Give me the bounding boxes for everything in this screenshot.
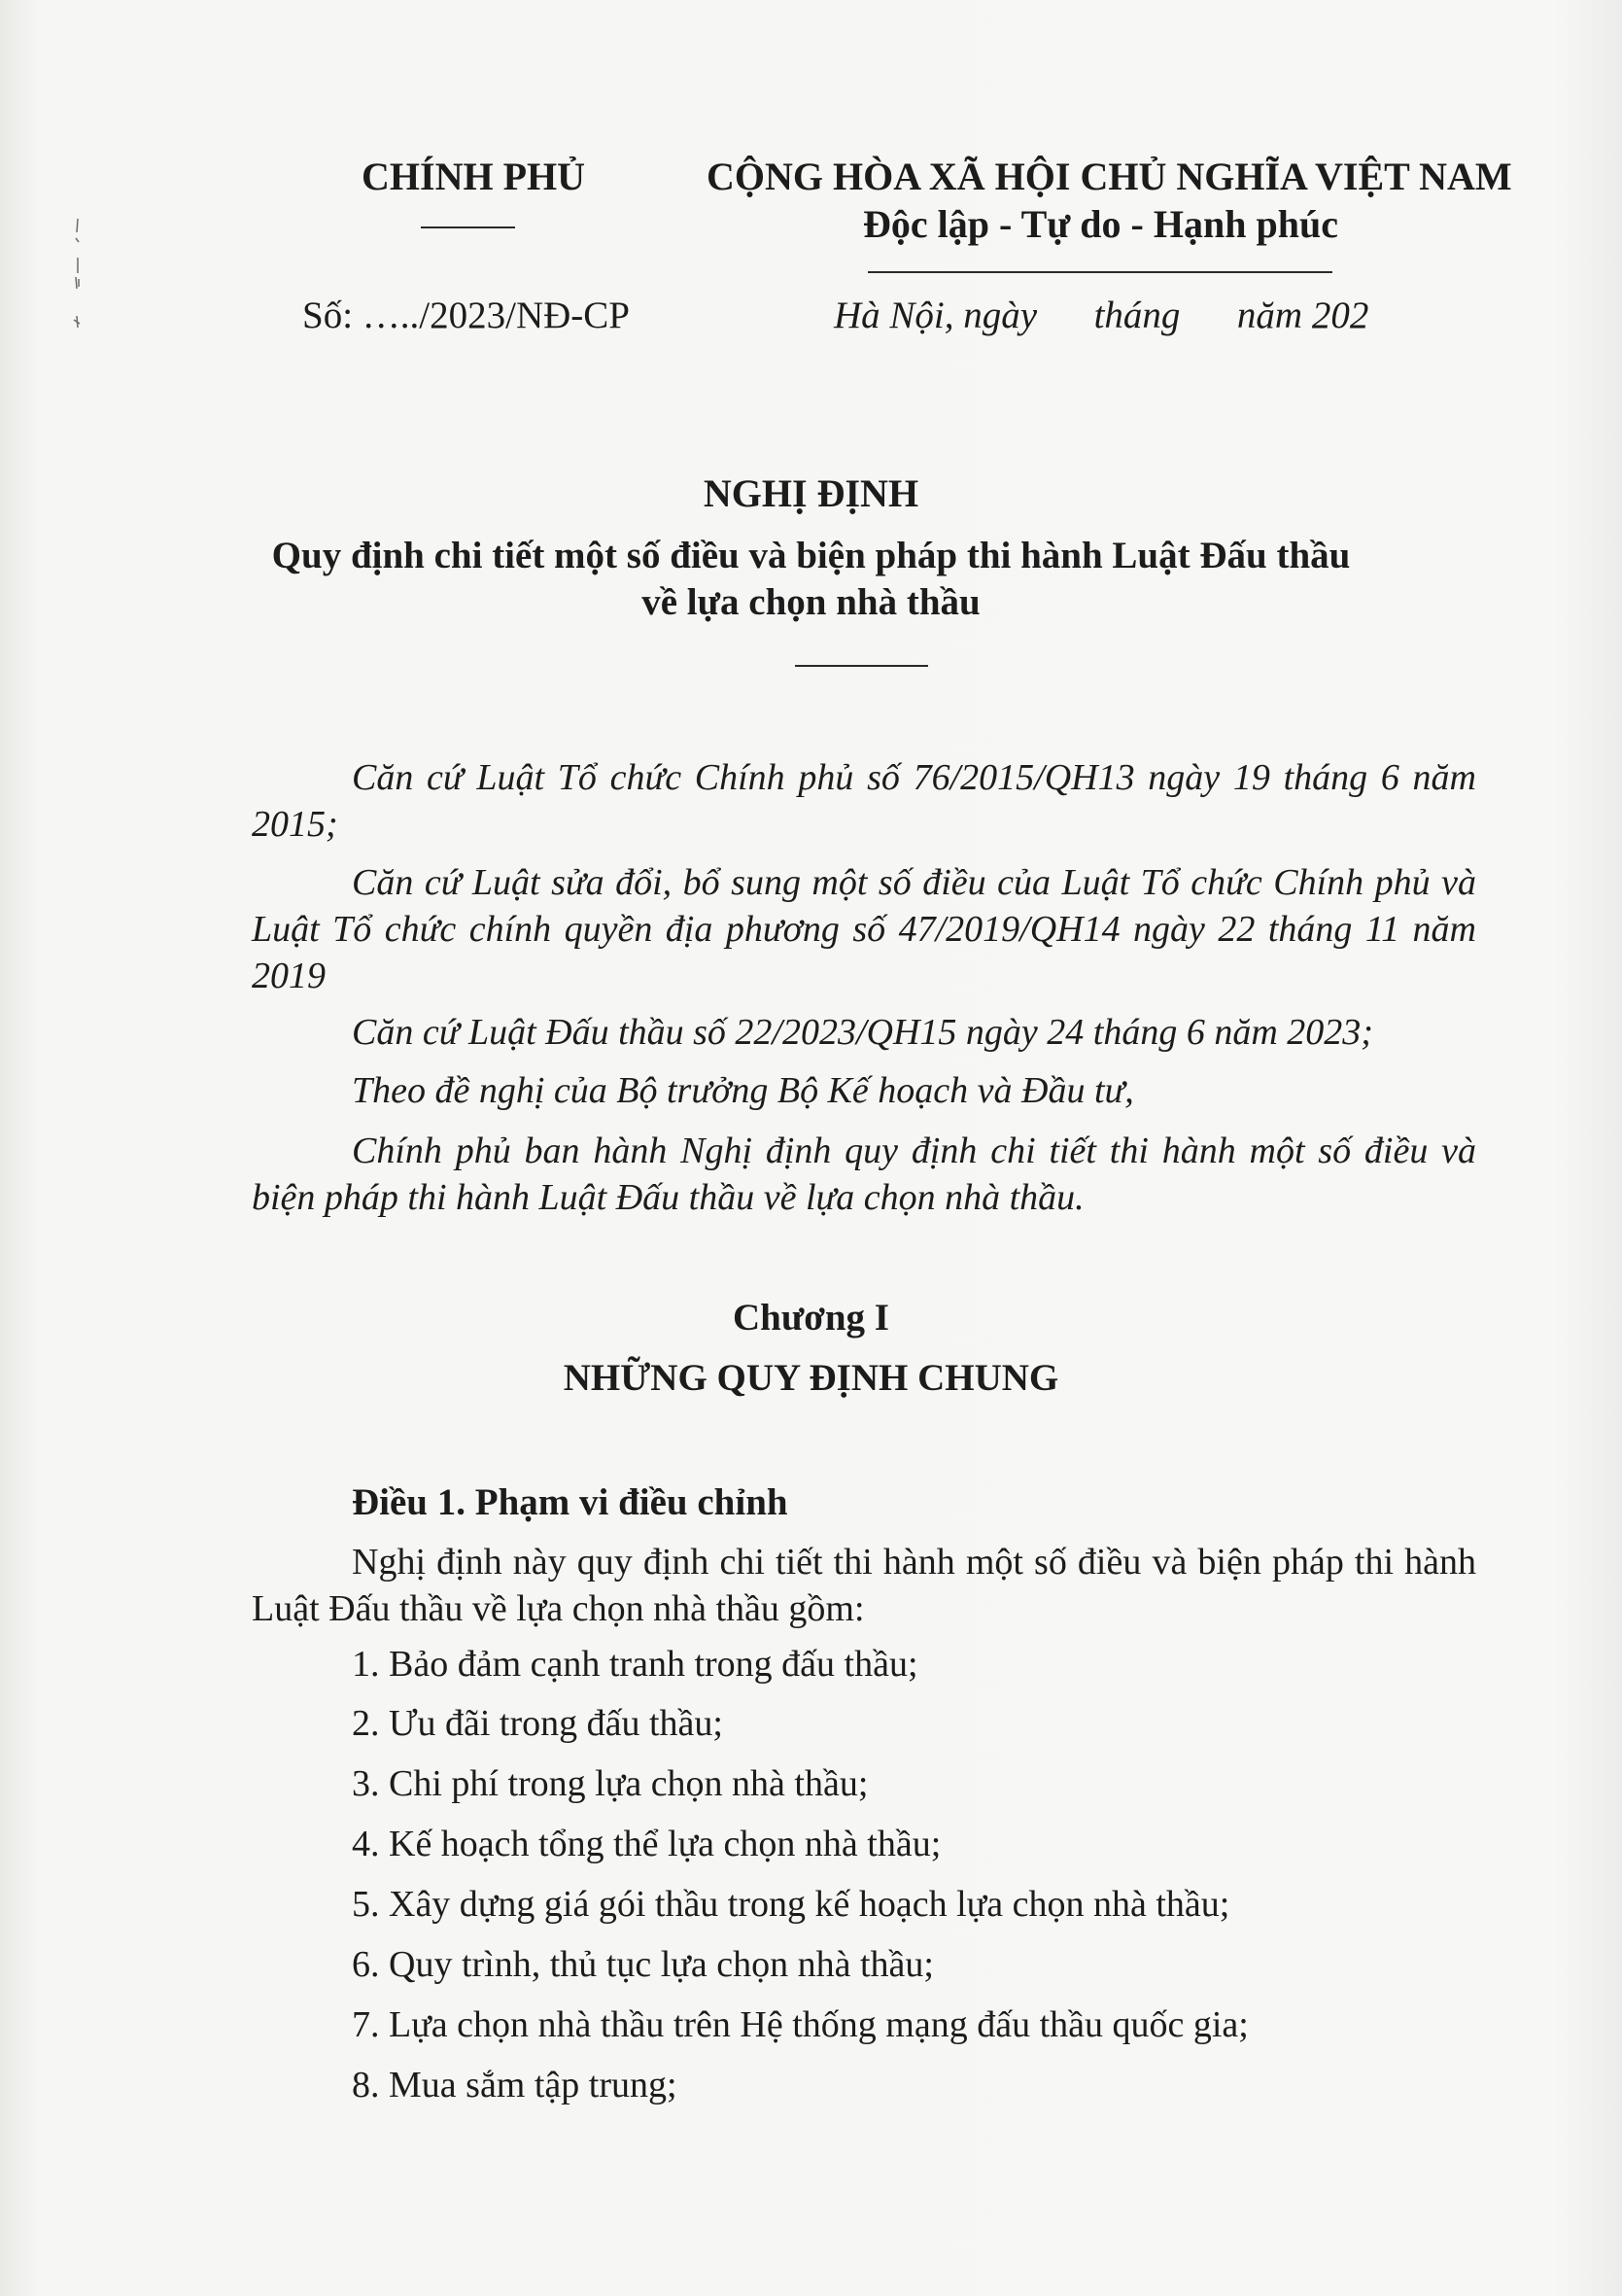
article-item-5: 5. Xây dựng giá gói thầu trong kế hoạch lựa chọn nhà thầu; bbox=[352, 1884, 1230, 1925]
chapter-name: NHỮNG QUY ĐỊNH CHUNG bbox=[563, 1357, 1059, 1399]
title-underline bbox=[795, 665, 928, 667]
document-subtitle-line1: Quy định chi tiết một số điều và biện pháp thi hành Luật Đấu thầu bbox=[271, 535, 1351, 576]
document-number: Số: …../2023/NĐ-CP bbox=[302, 295, 630, 336]
preamble-2-text: Căn cứ Luật sửa đổi, bổ sung một số điều của Luật Tổ chức Chính phủ và Luật Tổ chức chính quyền địa phương số 47/2019/QH14 ngày 22 tháng 11 năm 2019 bbox=[252, 862, 1476, 996]
preamble-4: Theo đề nghị của Bộ trưởng Bộ Kế hoạch và Đầu tư, bbox=[352, 1070, 1134, 1111]
place-date: Hà Nội, ngày tháng năm 202 bbox=[834, 295, 1369, 336]
article-item-2: 2. Ưu đãi trong đấu thầu; bbox=[352, 1703, 723, 1744]
article-item-8: 8. Mua sắm tập trung; bbox=[352, 2065, 677, 2105]
document-subtitle-line2: về lựa chọn nhà thầu bbox=[641, 581, 981, 623]
chapter-number: Chương I bbox=[733, 1297, 889, 1339]
article-item-1: 1. Bảo đảm cạnh tranh trong đấu thầu; bbox=[352, 1644, 918, 1685]
preamble-1 bbox=[252, 754, 1476, 848]
preamble-3: Căn cứ Luật Đấu thầu số 22/2023/QH15 ngày 24 tháng 6 năm 2023; bbox=[352, 1012, 1373, 1053]
motto-underline bbox=[868, 271, 1332, 273]
document-type: NGHỊ ĐỊNH bbox=[703, 471, 919, 515]
article-intro bbox=[252, 1539, 1476, 1632]
agency-name: CHÍNH PHỦ bbox=[362, 155, 585, 198]
article-item-3: 3. Chi phí trong lựa chọn nhà thầu; bbox=[352, 1763, 869, 1804]
preamble-2 bbox=[252, 859, 1476, 999]
country-name: CỘNG HÒA XÃ HỘI CHỦ NGHĨA VIỆT NAM bbox=[707, 155, 1512, 198]
article-heading: Điều 1. Phạm vi điều chỉnh bbox=[352, 1481, 788, 1523]
article-item-4: 4. Kế hoạch tổng thể lựa chọn nhà thầu; bbox=[352, 1824, 942, 1864]
agency-underline bbox=[421, 226, 515, 228]
preamble-5 bbox=[252, 1128, 1476, 1221]
scan-artifact bbox=[68, 219, 87, 335]
preamble-5-text: Chính phủ ban hành Nghị định quy định chi tiết thi hành một số điều và biện pháp thi hành Luật Đấu thầu về lựa chọn nhà thầu. bbox=[252, 1131, 1476, 1218]
article-item-7: 7. Lựa chọn nhà thầu trên Hệ thống mạng đấu thầu quốc gia; bbox=[352, 2004, 1249, 2045]
article-intro-text: Nghị định này quy định chi tiết thi hành một số điều và biện pháp thi hành Luật Đấu thầu về lựa chọn nhà thầu gồm: bbox=[252, 1542, 1476, 1629]
national-motto: Độc lập - Tự do - Hạnh phúc bbox=[863, 202, 1338, 246]
preamble-1-text: Căn cứ Luật Tổ chức Chính phủ số 76/2015/QH13 ngày 19 tháng 6 năm 2015; bbox=[252, 757, 1476, 845]
article-item-6: 6. Quy trình, thủ tục lựa chọn nhà thầu; bbox=[352, 1944, 934, 1985]
